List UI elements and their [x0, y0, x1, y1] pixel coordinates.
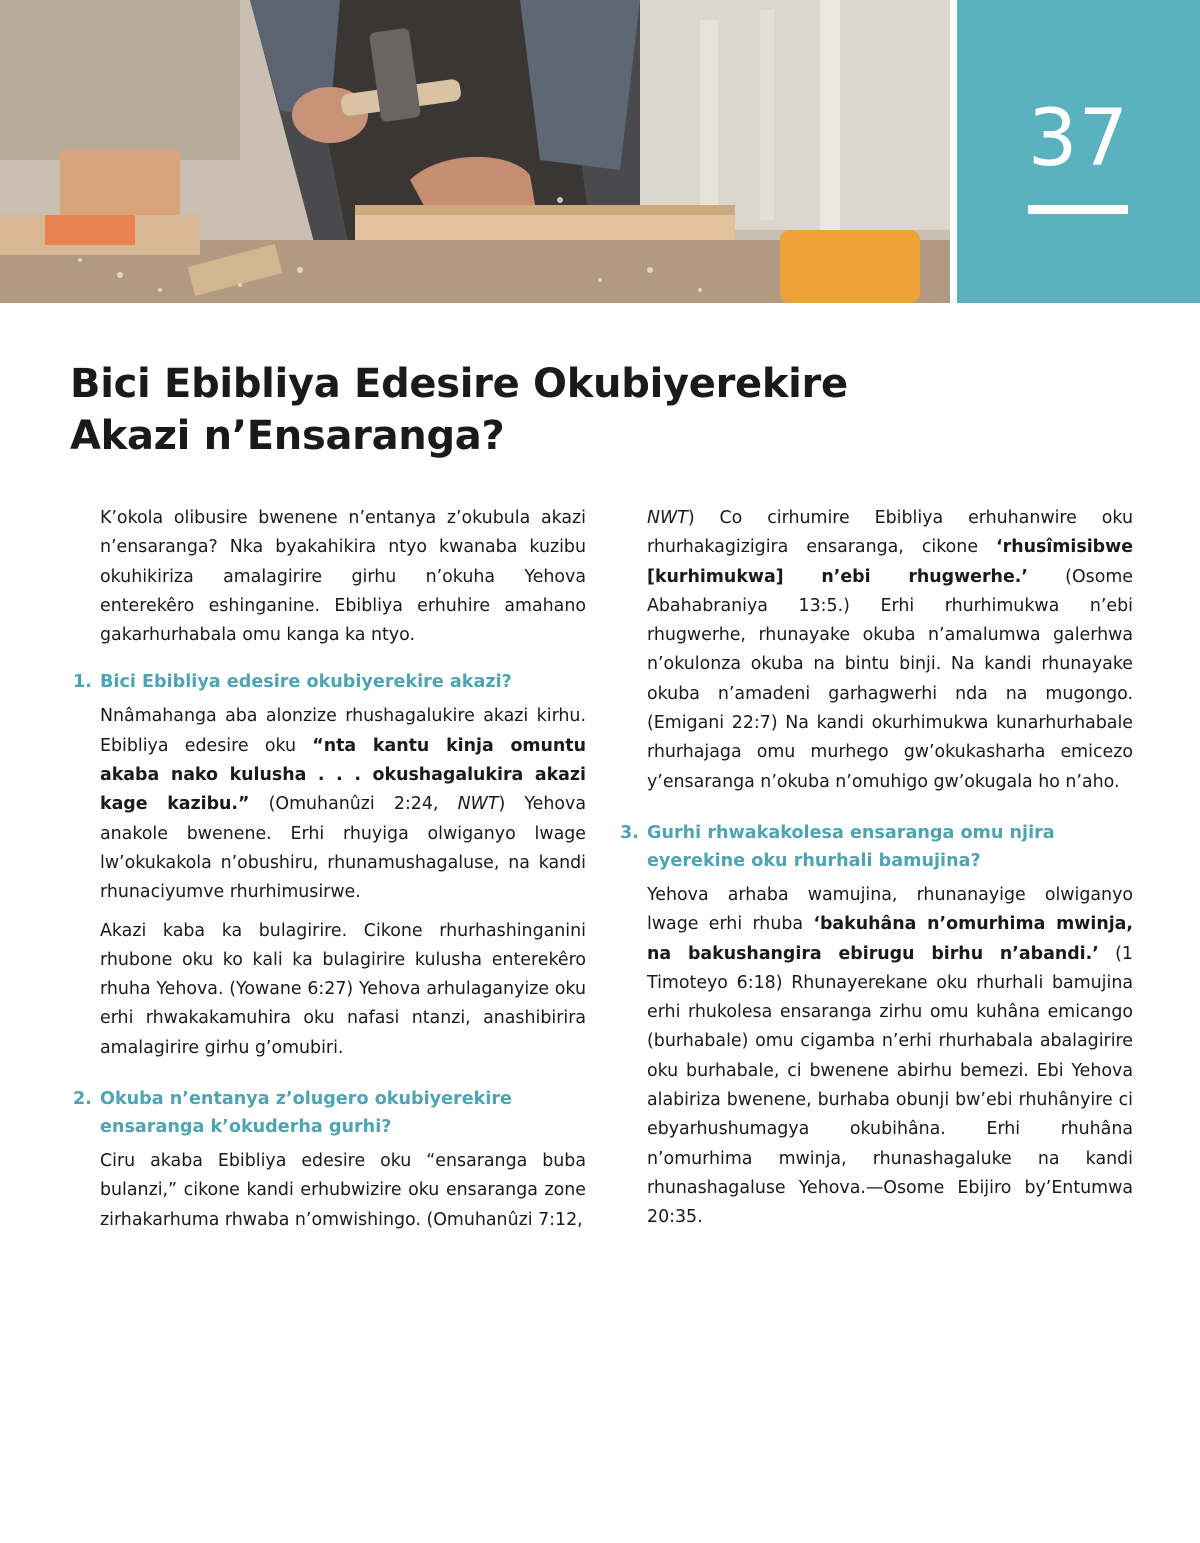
lesson-number: 37 [1027, 94, 1130, 184]
section-1-paragraph-2: Akazi kaba ka bulagirire. Cikone rhurhashinganini rhubone oku ko kali ka bulagirire kulusha enterekêro rhuha Yehova. (Yowane 6:27) Yehova arhulaganyize oku erhi rhwakakamuhira oku nafasi ntanzi, anashibirira amalagirire girhu g’omubiri. [100, 920, 586, 1058]
lesson-number-underline [1028, 205, 1128, 214]
section-3-heading [620, 819, 1133, 875]
section-2-question: Okuba n’entanya z’olugero okubiyerekire ensaranga k’okuderha gurhi? [100, 1089, 512, 1138]
bold-quote: ‘bakuhâna n’omurhima mwinja, na bakushangira ebirugu birhu n’abandi.’ [647, 914, 1134, 964]
text-run: (1 Timoteyo 6:18) Rhunayerekane oku rhurhali bamujina erhi rhukolesa ensaranga zirhu omu kuhâna emicango (burhabale) omu cigamba n’erhi rhurhabala abalagirire oku burhabale, ci bwenene abirhu bemezi. Ebi Yehova alabiriza bwenene, burhaba obunji bw’ebi rhuhânyire ci ebyarhushumagya okubihâna. Erhi rhuhâna n’omurhima mwinja, rhunashagaluke na kandi rhunashagaluse Yehova.—Osome Ebijiro by’Entumwa 20:35. [647, 943, 1133, 1228]
section-3-question: Gurhi rhwakakolesa ensaranga omu njira eyerekine oku rhurhali bamujina? [647, 822, 1055, 871]
page-title [70, 358, 970, 462]
section-2-paragraph-1-start [100, 1147, 586, 1235]
section-2-paragraph-1-cont [647, 504, 1133, 797]
column-right [620, 504, 1134, 1242]
hero-photo-carpenter-hammering [0, 0, 950, 303]
section-3-paragraph-1 [647, 881, 1133, 1233]
text-run: ) Yehova anakole bwenene. Erhi rhuyiga olwiganyo lwage lw’okukakola n’obushiru, rhunamushagaluse, na kandi rhunaciyumve rhurhimusirwe. [100, 794, 586, 903]
text-run: Ciru akaba Ebibliya edesire oku “ensaranga buba bulanzi,” cikone kandi erhubwizire oku ensaranga zone zirhakarhuma rhwaba n’omwishingo. (Omuhanûzi 7:12, [100, 1151, 586, 1230]
section-2-heading [73, 1085, 586, 1141]
bold-quote: ‘rhusîmisibwe [kurhimukwa] n’ebi rhugwerhe.’ [647, 537, 1133, 587]
section-2-number: 2. [73, 1089, 92, 1110]
section-3-number: 3. [620, 822, 639, 843]
section-1-paragraph-1 [100, 702, 586, 907]
text-run: ) Co cirhumire Ebibliya erhuhanwire oku rhurhakagizigira ensaranga, cikone [647, 508, 1133, 558]
italic-abbrev: NWT [457, 794, 499, 815]
section-1-question: Bici Ebibliya edesire okubiyerekire akazi? [100, 672, 512, 693]
page-title-line-1: Bici Ebibliya Edesire Okubiyerekire [70, 361, 848, 407]
italic-abbrev: NWT [647, 508, 688, 528]
section-1-number: 1. [73, 672, 92, 693]
text-run: (Osome Abahabraniya 13:5.) Erhi rhurhimukwa n’ebi rhugwerhe, rhunayake okuba n’amalumwa galerhwa n’okulonza okuba na bintu binji. Na kandi rhunayake okuba n’amadeni garhagwerhi nda na mugongo. (Emigani 22:7) Na kandi okurhimukwa kunarhurhabale rhurhajaga omu murhego gw’okukasharha emicezo y’ensaranga n’okuba n’omuhigo gw’okugala ho n’aho. [647, 566, 1133, 792]
page-title-line-2: Akazi n’Ensaranga? [70, 413, 505, 459]
text-run: (Omuhanûzi 2:24, [249, 794, 458, 815]
bold-quote: “nta kantu kinja omuntu akaba nako kulusha . . . okushagalukira akazi kage kazibu.” [100, 735, 586, 815]
text-run: Yehova arhaba wamujina, rhunanayige olwiganyo lwage erhi rhuba [647, 884, 1133, 935]
column-left [73, 504, 586, 1244]
text-run: Nnâmahanga aba alonzize rhushagalukire akazi kirhu. Ebibliya edesire oku [100, 706, 586, 756]
intro-paragraph: K’okola olibusire bwenene n’entanya z’okubula akazi n’ensaranga? Nka byakahikira ntyo kwanaba kuzibu okuhikiriza amalagirire girhu n’okuha Yehova enterekêro eshinganine. Ebibliya erhuhire amahano gakarhurhabala omu kanga ka ntyo. [100, 508, 586, 646]
carpenter-illustration [0, 0, 950, 303]
lesson-number-box [957, 0, 1200, 303]
section-1-heading [73, 668, 586, 696]
